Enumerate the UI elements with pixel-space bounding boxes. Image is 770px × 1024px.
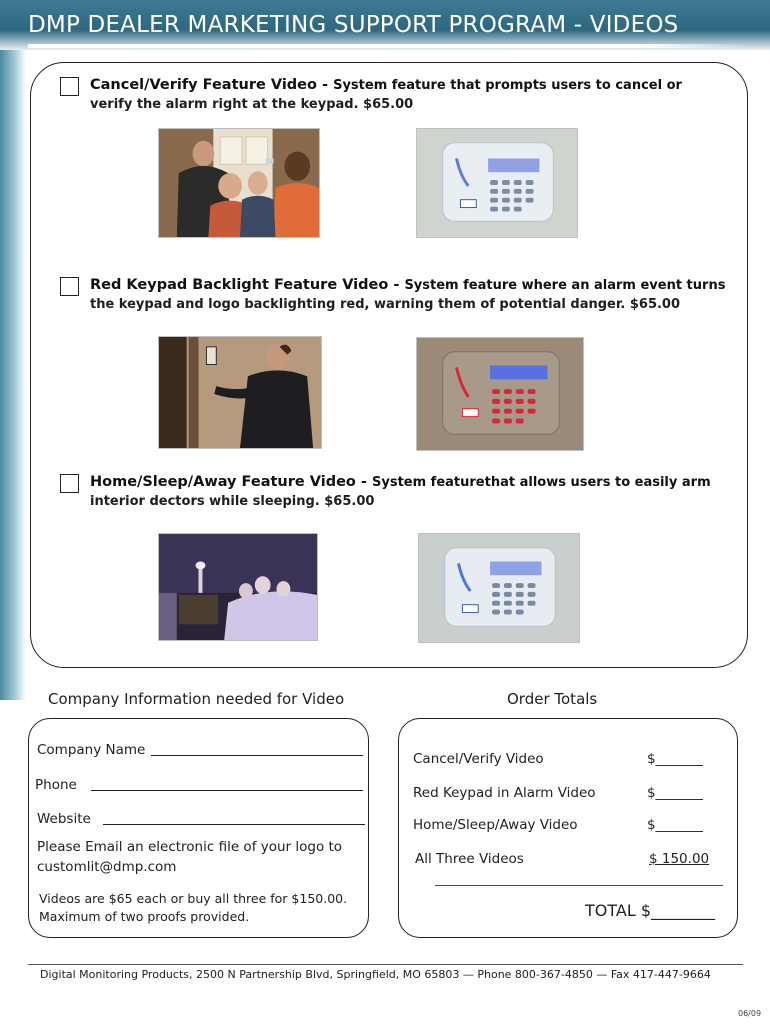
keypad-photo (416, 128, 578, 238)
phone-field[interactable] (91, 790, 363, 791)
total-row-price[interactable]: $_______ (647, 817, 703, 833)
video-title: Red Keypad Backlight Feature Video - System feature where an alarm event turns (90, 277, 726, 293)
website-field[interactable] (103, 824, 365, 825)
company-name-label: Company Name (37, 742, 146, 758)
total-row-label: All Three Videos (415, 851, 524, 867)
video-option-red-keypad (60, 277, 740, 317)
video-desc-lead: System feature that prompts users to cancel or (333, 78, 682, 93)
family-at-door-photo (158, 128, 320, 238)
phone-label: Phone (35, 777, 77, 793)
total-divider (435, 885, 723, 886)
website-label: Website (37, 811, 91, 827)
red-backlit-keypad-photo (416, 337, 584, 451)
logo-email-note: Please Email an electronic file of your logo to customlit@dmp.com (37, 839, 343, 875)
video-title: Cancel/Verify Feature Video - System feature that prompts users to cancel or (90, 77, 682, 93)
company-contact-footer: Digital Monitoring Products, 2500 N Partnership Blvd, Springfield, MO 65803 — Phone 800-367-4850 — Fax 417-447-9664 (40, 968, 711, 981)
video-desc-lead: System feature where an alarm event turns (404, 278, 726, 293)
page-header (0, 0, 770, 50)
pricing-note: Videos are $65 each or buy all three for $150.00. Maximum of two proofs provided. (39, 891, 348, 925)
total-row-price[interactable]: $ 150.00 (649, 851, 710, 867)
header-underline (28, 44, 748, 48)
keypad-photo (418, 533, 580, 643)
total-row-price[interactable]: $_______ (647, 785, 703, 801)
total-row-label: Red Keypad in Alarm Video (413, 785, 596, 801)
page-title: DMP DEALER MARKETING SUPPORT PROGRAM - VIDEOS (28, 12, 679, 38)
order-totals-panel (398, 718, 738, 938)
video-option-home-sleep-away (60, 474, 740, 514)
company-name-field[interactable] (151, 755, 363, 756)
order-totals-heading: Order Totals (507, 690, 598, 708)
footer-divider (28, 964, 743, 965)
video-option-cancel-verify (60, 77, 740, 117)
red-keypad-checkbox[interactable] (60, 277, 79, 296)
total-row-label: Cancel/Verify Video (413, 751, 544, 767)
video-desc-lead: System featurethat allows users to easily arm (372, 475, 711, 490)
video-description: interior dectors while sleeping. $65.00 (90, 494, 375, 509)
company-info-heading: Company Information needed for Video (48, 690, 345, 708)
family-in-bedroom-photo (158, 533, 318, 641)
home-sleep-away-checkbox[interactable] (60, 474, 79, 493)
cancel-verify-checkbox[interactable] (60, 77, 79, 96)
videos-panel (30, 62, 748, 668)
video-title: Home/Sleep/Away Feature Video - System featurethat allows users to easily arm (90, 474, 711, 490)
man-at-keypad-photo (158, 336, 322, 449)
video-description: the keypad and logo backlighting red, warning them of potential danger. $65.00 (90, 297, 681, 312)
date-code: 06/09 (738, 1009, 762, 1018)
decorative-side-band (0, 0, 26, 700)
total-row-label: Home/Sleep/Away Video (413, 817, 578, 833)
video-description: verify the alarm right at the keypad. $65.00 (90, 97, 414, 112)
grand-total[interactable]: TOTAL $________ (585, 901, 716, 920)
company-info-panel (28, 718, 369, 938)
total-row-price[interactable]: $_______ (647, 751, 703, 767)
